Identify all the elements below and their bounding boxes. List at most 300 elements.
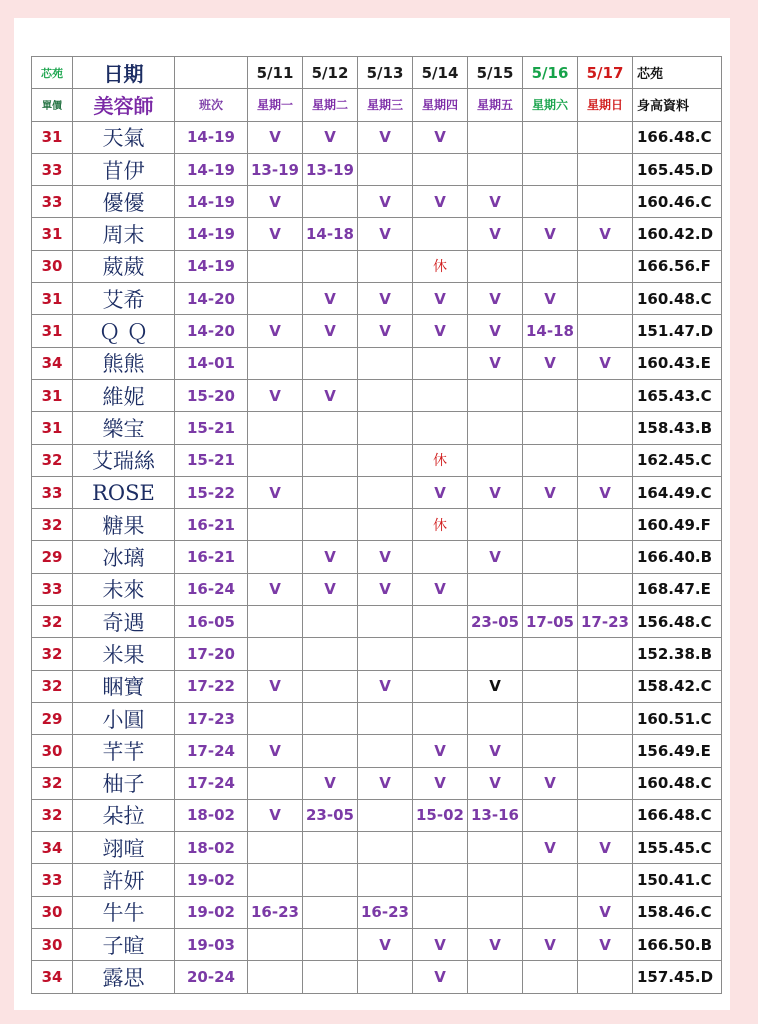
day-cell	[303, 670, 358, 702]
date-header-5-13: 5/13	[358, 57, 413, 89]
price-cell: 33	[32, 186, 73, 218]
day-cell: V	[248, 186, 303, 218]
day-cell: V	[413, 961, 468, 993]
height-info-cell: 151.47.D	[633, 315, 722, 347]
day-cell	[578, 283, 633, 315]
day-cell	[303, 702, 358, 734]
day-cell	[578, 961, 633, 993]
day-cell	[523, 541, 578, 573]
shift-cell: 14-19	[175, 186, 248, 218]
day-cell: V	[413, 315, 468, 347]
staff-title: 美容師	[73, 89, 175, 121]
day-cell	[358, 347, 413, 379]
day-cell	[358, 606, 413, 638]
day-cell	[303, 444, 358, 476]
day-cell	[413, 832, 468, 864]
day-cell: 23-05	[468, 606, 523, 638]
day-cell: V	[413, 121, 468, 153]
table-row	[32, 735, 722, 767]
height-info-cell: 160.51.C	[633, 702, 722, 734]
table-row	[32, 250, 722, 282]
day-cell: V	[523, 283, 578, 315]
table-row	[32, 864, 722, 896]
day-cell	[413, 412, 468, 444]
day-cell	[303, 186, 358, 218]
day-cell: 16-23	[248, 896, 303, 928]
day-cell	[578, 767, 633, 799]
day-cell: V	[468, 218, 523, 250]
day-cell: V	[523, 218, 578, 250]
day-cell: V	[248, 573, 303, 605]
shift-cell: 15-22	[175, 476, 248, 508]
day-cell: 休	[413, 509, 468, 541]
day-cell: V	[248, 121, 303, 153]
height-info-cell: 152.38.B	[633, 638, 722, 670]
day-cell	[303, 606, 358, 638]
day-cell	[523, 379, 578, 411]
day-cell: V	[523, 476, 578, 508]
day-cell	[358, 250, 413, 282]
price-cell: 33	[32, 153, 73, 185]
day-cell	[413, 153, 468, 185]
day-cell	[248, 444, 303, 476]
height-info-cell: 160.48.C	[633, 283, 722, 315]
day-cell: V	[578, 347, 633, 379]
day-cell	[303, 864, 358, 896]
day-cell	[468, 961, 523, 993]
day-cell	[578, 670, 633, 702]
price-cell: 31	[32, 315, 73, 347]
day-cell: V	[303, 315, 358, 347]
day-cell: V	[248, 799, 303, 831]
table-row	[32, 476, 722, 508]
staff-name-cell: 糖果	[73, 509, 175, 541]
day-cell: 15-02	[413, 799, 468, 831]
day-cell	[303, 832, 358, 864]
shift-cell: 14-01	[175, 347, 248, 379]
table-row	[32, 444, 722, 476]
staff-name-cell: 苜伊	[73, 153, 175, 185]
day-cell	[468, 832, 523, 864]
day-cell: V	[578, 929, 633, 961]
shift-cell: 19-02	[175, 896, 248, 928]
day-cell: V	[358, 218, 413, 250]
day-cell	[303, 961, 358, 993]
table-row	[32, 541, 722, 573]
height-info-cell: 158.43.B	[633, 412, 722, 444]
shift-cell: 14-20	[175, 283, 248, 315]
table-row	[32, 929, 722, 961]
day-cell	[248, 864, 303, 896]
day-cell	[358, 153, 413, 185]
day-cell	[523, 153, 578, 185]
day-cell: V	[248, 735, 303, 767]
day-cell: V	[413, 476, 468, 508]
day-cell	[578, 799, 633, 831]
staff-name-cell: 米果	[73, 638, 175, 670]
day-cell	[303, 250, 358, 282]
day-cell	[578, 509, 633, 541]
day-cell: V	[523, 347, 578, 379]
table-row	[32, 379, 722, 411]
day-cell	[303, 929, 358, 961]
staff-name-cell: 艾希	[73, 283, 175, 315]
table-row	[32, 638, 722, 670]
day-cell: 17-23	[578, 606, 633, 638]
staff-name-cell: 許妍	[73, 864, 175, 896]
day-cell	[578, 121, 633, 153]
day-cell: 14-18	[303, 218, 358, 250]
day-cell: 13-16	[468, 799, 523, 831]
day-cell: 16-23	[358, 896, 413, 928]
shift-cell: 14-20	[175, 315, 248, 347]
day-cell: 13-19	[303, 153, 358, 185]
day-cell	[523, 121, 578, 153]
shift-cell: 14-19	[175, 153, 248, 185]
day-cell	[523, 250, 578, 282]
shift-cell: 19-03	[175, 929, 248, 961]
day-cell: V	[468, 186, 523, 218]
day-cell	[578, 186, 633, 218]
day-cell	[358, 476, 413, 508]
day-cell	[303, 735, 358, 767]
day-cell	[578, 702, 633, 734]
height-info-cell: 164.49.C	[633, 476, 722, 508]
table-row	[32, 412, 722, 444]
shift-cell: 17-20	[175, 638, 248, 670]
day-cell	[468, 702, 523, 734]
day-cell	[248, 702, 303, 734]
table-row	[32, 315, 722, 347]
day-cell	[248, 767, 303, 799]
price-cell: 30	[32, 929, 73, 961]
day-cell	[468, 573, 523, 605]
day-cell: V	[413, 186, 468, 218]
day-cell	[468, 444, 523, 476]
day-cell: V	[303, 283, 358, 315]
day-cell: V	[468, 476, 523, 508]
day-cell	[413, 379, 468, 411]
day-cell	[578, 864, 633, 896]
price-cell: 31	[32, 412, 73, 444]
day-cell	[303, 896, 358, 928]
day-cell: V	[468, 735, 523, 767]
staff-name-cell: 小圓	[73, 702, 175, 734]
day-cell	[358, 509, 413, 541]
day-cell: V	[468, 315, 523, 347]
weekday-header-sun: 星期日	[578, 89, 633, 121]
day-cell	[523, 573, 578, 605]
staff-name-cell: 冰璃	[73, 541, 175, 573]
day-cell: V	[468, 929, 523, 961]
table-row	[32, 283, 722, 315]
day-cell: V	[523, 929, 578, 961]
day-cell	[523, 896, 578, 928]
day-cell	[358, 799, 413, 831]
price-cell: 32	[32, 444, 73, 476]
day-cell: V	[358, 573, 413, 605]
staff-name-cell: 葳葳	[73, 250, 175, 282]
staff-name-cell: 芊芊	[73, 735, 175, 767]
day-cell	[578, 250, 633, 282]
day-cell	[248, 638, 303, 670]
price-cell: 29	[32, 702, 73, 734]
day-cell	[358, 961, 413, 993]
table-row	[32, 573, 722, 605]
day-cell: V	[248, 218, 303, 250]
weekday-header-mon: 星期一	[248, 89, 303, 121]
day-cell	[523, 412, 578, 444]
day-cell: V	[358, 315, 413, 347]
staff-name-cell: ROSE	[73, 476, 175, 508]
day-cell	[303, 412, 358, 444]
day-cell	[413, 670, 468, 702]
day-cell	[413, 638, 468, 670]
day-cell	[578, 315, 633, 347]
day-cell	[303, 638, 358, 670]
shift-cell: 15-20	[175, 379, 248, 411]
day-cell	[248, 283, 303, 315]
shift-cell: 19-02	[175, 864, 248, 896]
price-cell: 31	[32, 379, 73, 411]
price-label: 單價	[32, 89, 73, 121]
day-cell	[303, 476, 358, 508]
table-row	[32, 896, 722, 928]
day-cell	[303, 347, 358, 379]
day-cell	[303, 509, 358, 541]
day-cell: V	[578, 832, 633, 864]
day-cell: V	[413, 767, 468, 799]
price-cell: 30	[32, 250, 73, 282]
table-row	[32, 799, 722, 831]
day-cell: V	[303, 121, 358, 153]
day-cell: V	[358, 186, 413, 218]
day-cell	[468, 379, 523, 411]
height-info-cell: 165.45.D	[633, 153, 722, 185]
weekday-header-wed: 星期三	[358, 89, 413, 121]
table-row	[32, 186, 722, 218]
store-label-right: 芯苑	[633, 57, 722, 89]
price-cell: 32	[32, 638, 73, 670]
price-cell: 34	[32, 347, 73, 379]
day-cell	[248, 961, 303, 993]
day-cell	[578, 412, 633, 444]
date-header-5-17: 5/17	[578, 57, 633, 89]
day-cell	[468, 412, 523, 444]
price-cell: 32	[32, 670, 73, 702]
day-cell	[523, 509, 578, 541]
day-cell	[358, 412, 413, 444]
day-cell	[468, 153, 523, 185]
day-cell: V	[358, 670, 413, 702]
day-cell: V	[358, 283, 413, 315]
price-cell: 30	[32, 735, 73, 767]
day-cell	[413, 606, 468, 638]
weekday-header-sat: 星期六	[523, 89, 578, 121]
day-cell	[468, 121, 523, 153]
day-cell: V	[523, 767, 578, 799]
day-cell: V	[303, 541, 358, 573]
staff-name-cell: 未來	[73, 573, 175, 605]
height-info-cell: 155.45.C	[633, 832, 722, 864]
day-cell: V	[468, 347, 523, 379]
shift-cell: 17-22	[175, 670, 248, 702]
height-info-cell: 160.49.F	[633, 509, 722, 541]
schedule-table	[31, 56, 722, 994]
price-cell: 33	[32, 864, 73, 896]
price-cell: 33	[32, 476, 73, 508]
day-cell	[248, 250, 303, 282]
table-row	[32, 670, 722, 702]
table-row	[32, 832, 722, 864]
date-header-5-15: 5/15	[468, 57, 523, 89]
price-cell: 29	[32, 541, 73, 573]
day-cell	[248, 412, 303, 444]
height-info-cell: 158.46.C	[633, 896, 722, 928]
table-row	[32, 153, 722, 185]
height-info-cell: 160.42.D	[633, 218, 722, 250]
day-cell	[358, 444, 413, 476]
day-cell	[413, 896, 468, 928]
day-cell	[468, 250, 523, 282]
date-header-5-16: 5/16	[523, 57, 578, 89]
day-cell: V	[468, 767, 523, 799]
day-cell	[578, 541, 633, 573]
weekday-header-tue: 星期二	[303, 89, 358, 121]
day-cell: V	[468, 670, 523, 702]
day-cell	[523, 961, 578, 993]
price-cell: 31	[32, 121, 73, 153]
day-cell: V	[248, 379, 303, 411]
height-info-cell: 150.41.C	[633, 864, 722, 896]
table-row	[32, 218, 722, 250]
day-cell	[248, 509, 303, 541]
table-row	[32, 767, 722, 799]
weekday-header-thu: 星期四	[413, 89, 468, 121]
day-cell	[248, 832, 303, 864]
day-cell: V	[578, 218, 633, 250]
day-cell: V	[303, 573, 358, 605]
height-info-cell: 168.47.E	[633, 573, 722, 605]
day-cell: V	[523, 832, 578, 864]
day-cell: V	[578, 476, 633, 508]
day-cell	[578, 379, 633, 411]
table-row	[32, 702, 722, 734]
shift-cell: 17-24	[175, 767, 248, 799]
blank-header-cell	[175, 57, 248, 89]
staff-name-cell: 天氣	[73, 121, 175, 153]
table-row	[32, 509, 722, 541]
staff-name-cell: Ｑ Ｑ	[73, 315, 175, 347]
day-cell: V	[303, 767, 358, 799]
day-cell	[358, 702, 413, 734]
day-cell: 17-05	[523, 606, 578, 638]
table-row	[32, 606, 722, 638]
height-info-cell: 165.43.C	[633, 379, 722, 411]
price-cell: 31	[32, 283, 73, 315]
day-cell: V	[578, 896, 633, 928]
staff-name-cell: 睏寶	[73, 670, 175, 702]
day-cell	[358, 832, 413, 864]
day-cell: V	[468, 283, 523, 315]
day-cell	[523, 638, 578, 670]
header-row-dates	[32, 57, 722, 89]
price-cell: 30	[32, 896, 73, 928]
staff-name-cell: 露思	[73, 961, 175, 993]
shift-cell: 16-21	[175, 541, 248, 573]
staff-name-cell: 牛牛	[73, 896, 175, 928]
price-cell: 34	[32, 961, 73, 993]
price-cell: 32	[32, 606, 73, 638]
staff-name-cell: 熊熊	[73, 347, 175, 379]
day-cell	[578, 735, 633, 767]
staff-name-cell: 周末	[73, 218, 175, 250]
day-cell	[358, 864, 413, 896]
shift-cell: 17-23	[175, 702, 248, 734]
height-info-cell: 160.46.C	[633, 186, 722, 218]
day-cell	[578, 444, 633, 476]
shift-cell: 14-19	[175, 250, 248, 282]
day-cell	[358, 379, 413, 411]
day-cell: V	[358, 929, 413, 961]
day-cell	[413, 347, 468, 379]
day-cell: V	[413, 735, 468, 767]
table-row	[32, 121, 722, 153]
price-cell: 34	[32, 832, 73, 864]
height-info-cell: 166.50.B	[633, 929, 722, 961]
weekday-header-fri: 星期五	[468, 89, 523, 121]
shift-cell: 18-02	[175, 832, 248, 864]
price-cell: 32	[32, 799, 73, 831]
date-header-5-12: 5/12	[303, 57, 358, 89]
height-info-cell: 158.42.C	[633, 670, 722, 702]
shift-cell: 16-21	[175, 509, 248, 541]
day-cell	[578, 573, 633, 605]
day-cell	[248, 929, 303, 961]
info-label: 身高資料	[633, 89, 722, 121]
day-cell: V	[468, 541, 523, 573]
day-cell: V	[413, 283, 468, 315]
price-cell: 31	[32, 218, 73, 250]
day-cell	[358, 735, 413, 767]
date-title: 日期	[73, 57, 175, 89]
day-cell	[523, 735, 578, 767]
day-cell	[248, 347, 303, 379]
shift-cell: 17-24	[175, 735, 248, 767]
day-cell	[523, 444, 578, 476]
day-cell	[468, 638, 523, 670]
price-cell: 32	[32, 509, 73, 541]
day-cell	[523, 702, 578, 734]
day-cell	[413, 218, 468, 250]
day-cell	[248, 606, 303, 638]
price-cell: 32	[32, 767, 73, 799]
shift-label: 班次	[175, 89, 248, 121]
height-info-cell: 157.45.D	[633, 961, 722, 993]
height-info-cell: 166.48.C	[633, 799, 722, 831]
store-label-left: 芯苑	[32, 57, 73, 89]
day-cell: 休	[413, 250, 468, 282]
day-cell	[468, 896, 523, 928]
staff-name-cell: 翊喧	[73, 832, 175, 864]
day-cell: V	[303, 379, 358, 411]
height-info-cell: 166.56.F	[633, 250, 722, 282]
staff-name-cell: 子暄	[73, 929, 175, 961]
staff-name-cell: 朵拉	[73, 799, 175, 831]
price-cell: 33	[32, 573, 73, 605]
day-cell: 休	[413, 444, 468, 476]
day-cell	[523, 799, 578, 831]
